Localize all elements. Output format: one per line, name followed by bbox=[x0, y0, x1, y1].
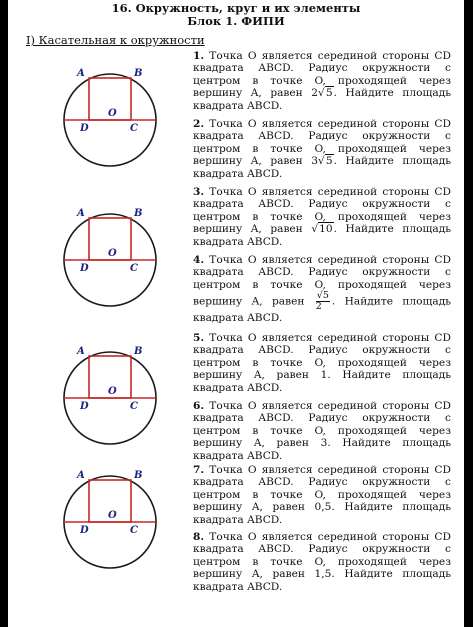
page-subtitle: Блок 1. ФИПИ bbox=[187, 14, 285, 28]
label-a: A bbox=[77, 68, 85, 79]
problem-question: . Найдите площадь квадрата ABCD. bbox=[193, 223, 451, 248]
problem-text: Точка O является серединой стороны CD квадрата ABCD. Радиус окружности с центром в точке O, проходящей через вершину A, равен 1. Найдите площадь квадрата ABCD. bbox=[193, 332, 451, 394]
label-o: O bbox=[108, 248, 117, 259]
geometry-diagram bbox=[58, 462, 162, 574]
label-a: A bbox=[77, 208, 85, 219]
label-a: A bbox=[77, 346, 85, 357]
label-b: B bbox=[134, 68, 143, 79]
problem-question: . Найдите площадь квадрата ABCD. bbox=[193, 87, 451, 112]
section-title: I) Касательная к окружности bbox=[26, 33, 205, 47]
radius-fraction: $\frac{√5}{2}$ bbox=[315, 290, 329, 313]
page-title: 16. Окружность, круг и их элементы bbox=[111, 1, 361, 15]
problem-text: Точка O является серединой стороны CD квадрата ABCD. Радиус окружности с центром в точке O, проходящей через вершину A, равен 0,5. Найдите площадь квадрата ABCD. bbox=[193, 464, 451, 526]
circle-square-figure bbox=[58, 338, 162, 450]
problem-2 bbox=[193, 118, 451, 180]
circle-square-figure bbox=[58, 200, 162, 312]
worksheet-page bbox=[8, 0, 464, 627]
label-a: A bbox=[77, 470, 85, 481]
radius-value: √10 bbox=[311, 223, 333, 236]
radius-value: 2√5 bbox=[311, 87, 333, 100]
label-c: C bbox=[130, 401, 138, 412]
problem-text: Точка O является серединой стороны CD квадрата ABCD. Радиус окружности с центром в точке O, проходящей через вершину A, равен 3. Найдите площадь квадрата ABCD. bbox=[193, 400, 451, 462]
problem-4 bbox=[193, 254, 451, 325]
problem-number: 3. bbox=[193, 186, 205, 198]
problem-text: Точка O является серединой стороны CD квадрата ABCD. Радиус окружности с центром в точке O, проходящей через вершину A, равен bbox=[193, 118, 451, 168]
label-o: O bbox=[108, 108, 117, 119]
radius-value: 3√5 bbox=[311, 155, 333, 168]
problem-8 bbox=[193, 531, 451, 593]
label-c: C bbox=[130, 123, 138, 134]
label-o: O bbox=[108, 510, 117, 521]
problem-number: 7. bbox=[193, 464, 205, 476]
circle-square-figure bbox=[58, 462, 162, 574]
problem-text: Точка O является серединой стороны CD квадрата ABCD. Радиус окружности с центром в точке O, проходящей через вершину A, равен bbox=[193, 254, 451, 308]
problem-number: 1. bbox=[193, 50, 205, 62]
label-c: C bbox=[130, 525, 138, 536]
problem-7 bbox=[193, 464, 451, 526]
geometry-diagram bbox=[58, 200, 162, 312]
label-b: B bbox=[134, 470, 143, 481]
problem-text: Точка O является серединой стороны CD квадрата ABCD. Радиус окружности с центром в точке O, проходящей через вершину A, равен bbox=[193, 50, 451, 100]
label-d: D bbox=[80, 263, 89, 274]
label-d: D bbox=[80, 525, 89, 536]
problem-number: 6. bbox=[193, 400, 205, 412]
label-d: D bbox=[80, 401, 89, 412]
label-b: B bbox=[134, 208, 143, 219]
label-b: B bbox=[134, 346, 143, 357]
problem-6 bbox=[193, 400, 451, 462]
problem-question: . Найдите площадь квадрата ABCD. bbox=[193, 295, 451, 325]
problem-number: 5. bbox=[193, 332, 205, 344]
problem-number: 4. bbox=[193, 254, 205, 266]
problem-text: Точка O является серединой стороны CD квадрата ABCD. Радиус окружности с центром в точке O, проходящей через вершину A, равен bbox=[193, 186, 451, 236]
geometry-diagram bbox=[58, 338, 162, 450]
circle-square-figure bbox=[58, 60, 162, 172]
problem-1 bbox=[193, 50, 451, 112]
problem-text: Точка O является серединой стороны CD квадрата ABCD. Радиус окружности с центром в точке O, проходящей через вершину A, равен 1,5. Найдите площадь квадрата ABCD. bbox=[193, 531, 451, 593]
label-o: O bbox=[108, 386, 117, 397]
problem-3 bbox=[193, 186, 451, 248]
problem-5 bbox=[193, 332, 451, 394]
problem-number: 8. bbox=[193, 531, 205, 543]
label-c: C bbox=[130, 263, 138, 274]
problem-question: . Найдите площадь квадрата ABCD. bbox=[193, 155, 451, 180]
problem-number: 2. bbox=[193, 118, 205, 130]
geometry-diagram bbox=[58, 60, 162, 172]
label-d: D bbox=[80, 123, 89, 134]
